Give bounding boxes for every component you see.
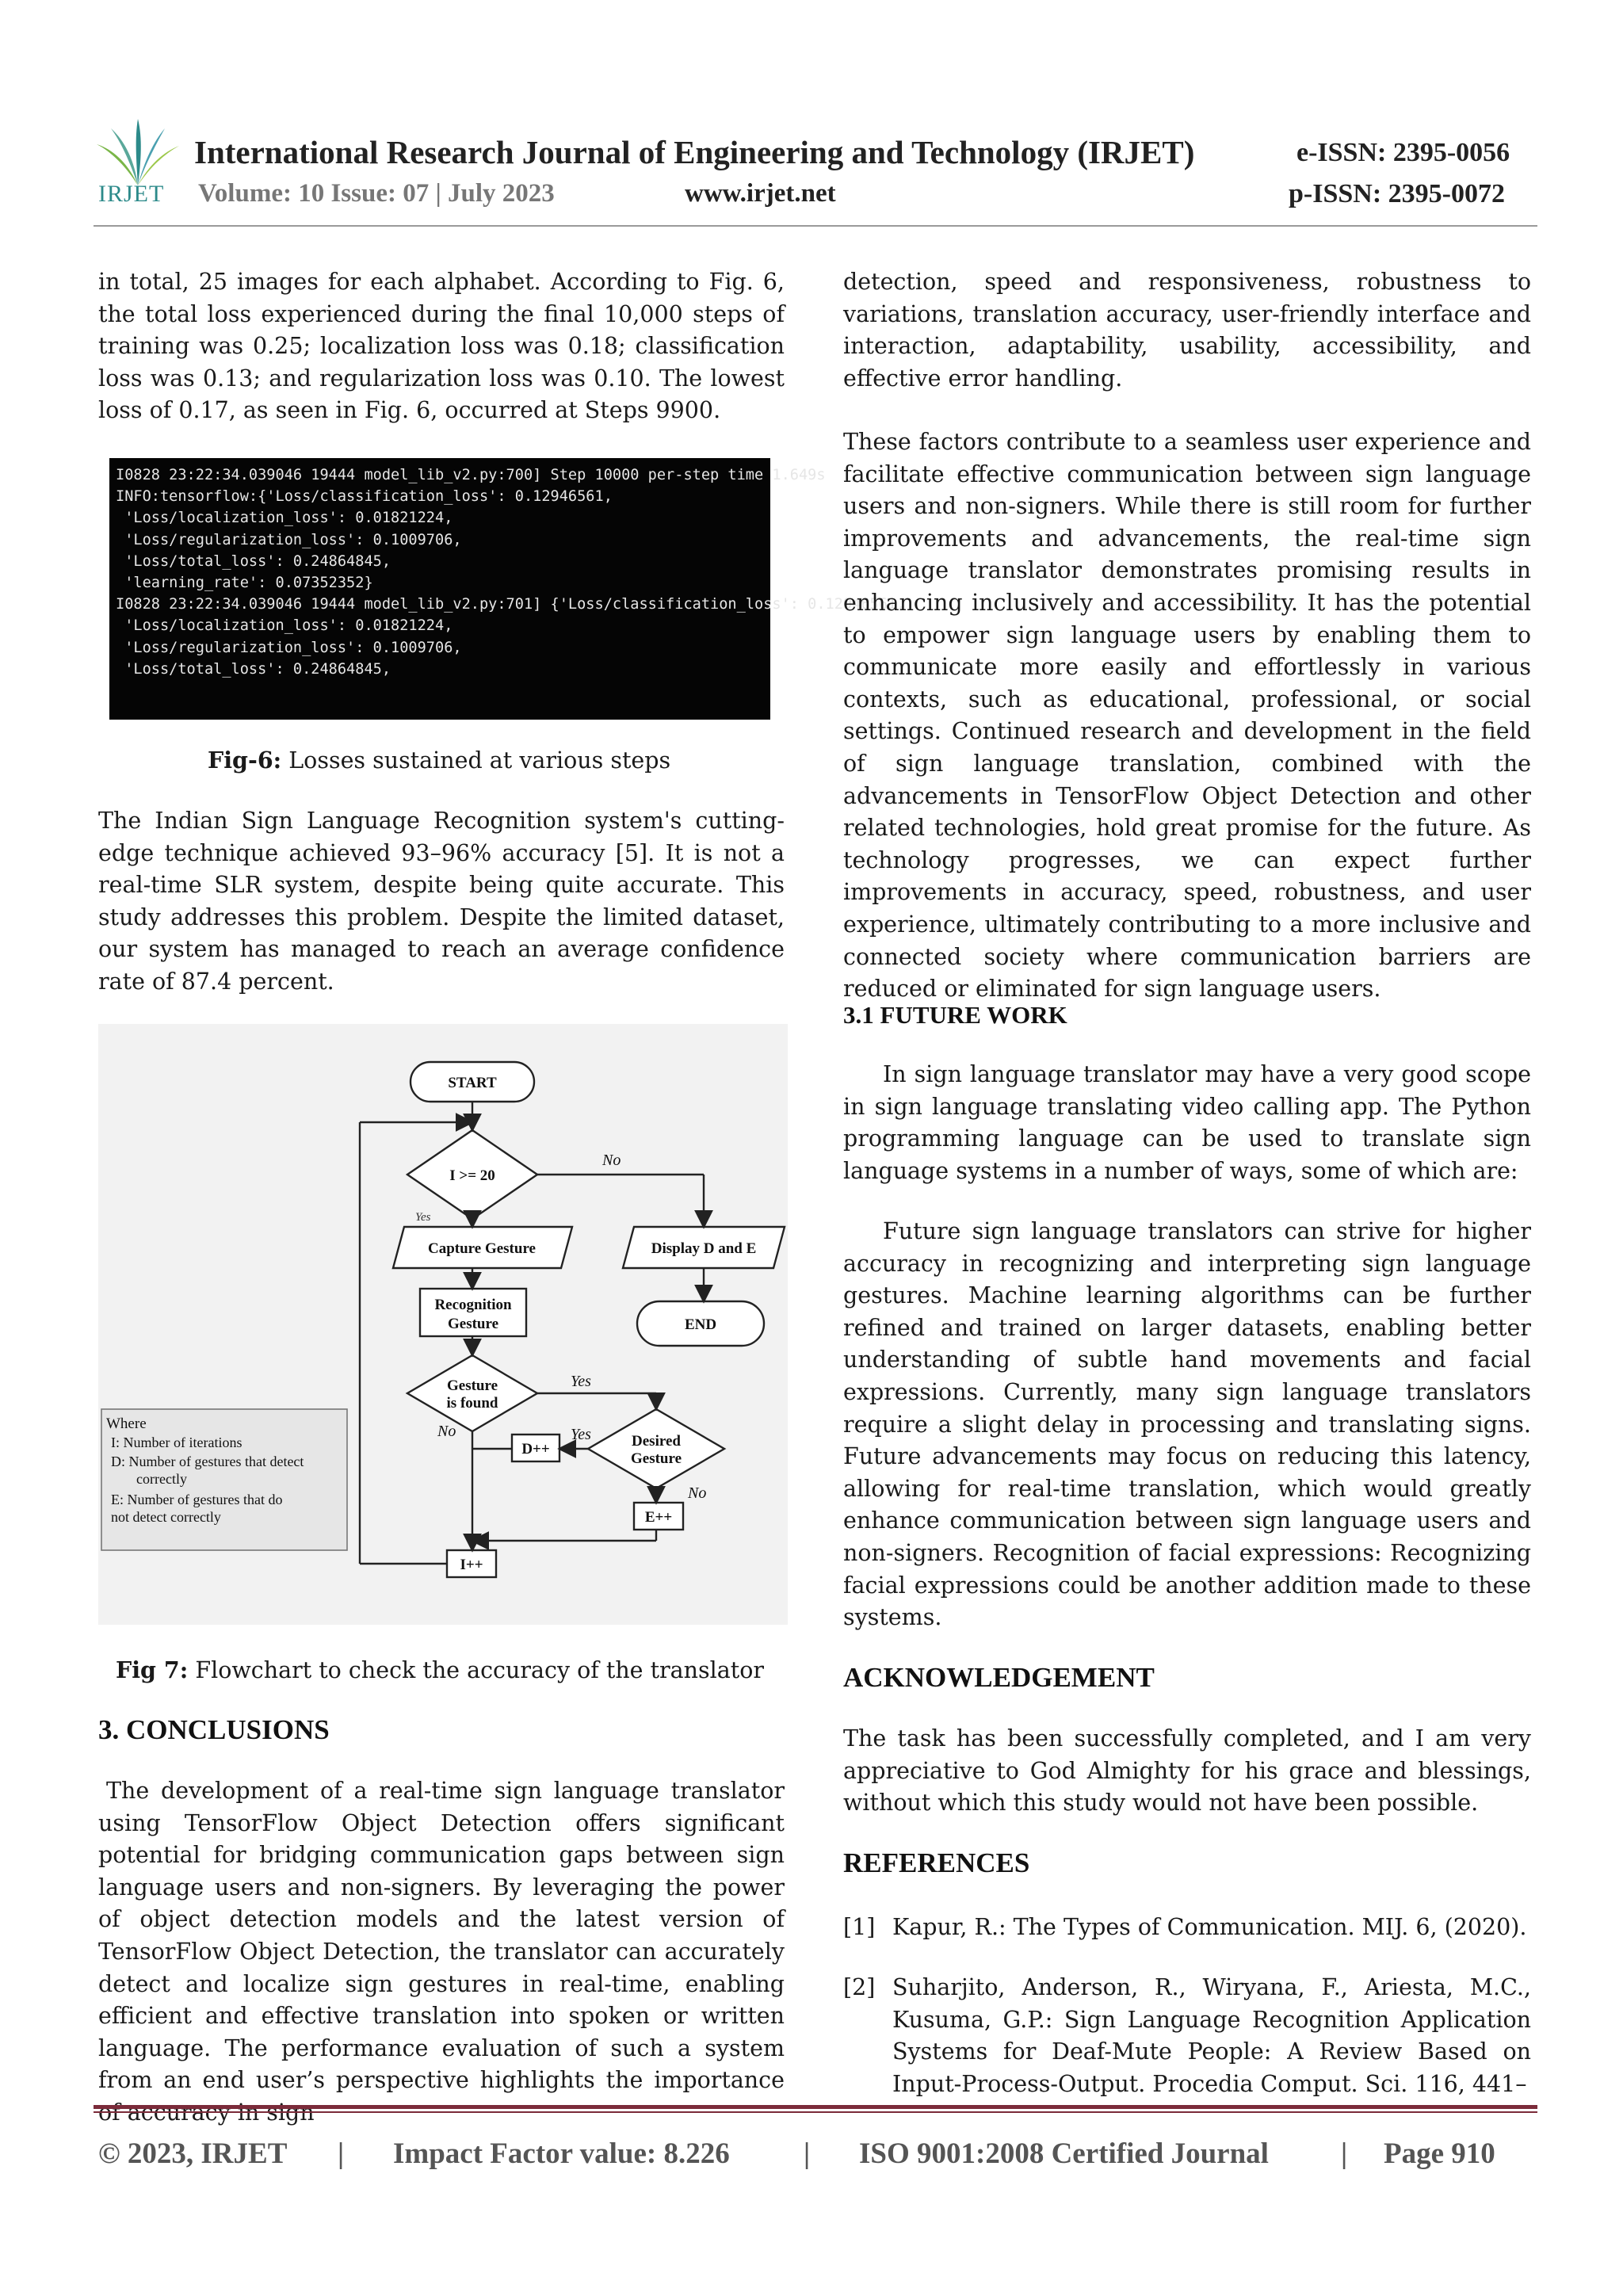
terminal-line: 'Loss/regularization_loss': 0.1009706, [116, 531, 462, 548]
flowchart-label-yes: Yes [571, 1426, 591, 1443]
paragraph-loss-results: in total, 25 images for each alphabet. According to Fig. 6, the total loss experienced during the final 10,000 steps of training was 0.25; localization loss was 0.18; classification loss was 0.13; and regularization loss was 0.10. The lowest loss of 0.17, as seen in Fig. 6, occurred at Steps 9900. [98, 269, 785, 424]
paragraph-acknowledgement: The task has been successfully completed, and I am very appreciative to God Almighty for his grace and blessings, without which this study would not have been possible. [843, 1725, 1531, 1817]
figure-6-caption-text: Losses sustained at various steps [288, 747, 671, 774]
paragraph-seamless-experience: These factors contribute to a seamless user experience and facilitate effective communication between sign language users and non-signers. While there is still room for further improvements and advancements, the real-time sign language translator demonstrates promising results in enhancing inclusively and accessibility. It has the potential to empower sign language users by enabling them to communicate more easily and effortlessly in various contexts, such as educational, professional, or social settings. Continued research and development in the field of sign language translation, combined with the advancements in TensorFlow Object Detection and other related technologies, hold great promise for the future. As technology progresses, we can expect further improvements in accuracy, speed, robustness, and user experience, ultimately contributing to a more inclusive and connected society where communication barriers are reduced or eliminated for sign language users. [843, 429, 1531, 1003]
terminal-line: 'Loss/regularization_loss': 0.1009706, [116, 639, 462, 656]
right-column-3 [843, 1059, 1531, 1187]
flowchart-display: Display D and E [651, 1240, 757, 1257]
flowchart-end: END [684, 1316, 717, 1333]
flowchart-i-increment: I++ [460, 1557, 483, 1573]
flowchart-gesture-found-line2: is found [446, 1395, 498, 1412]
terminal-line: 'Loss/localization_loss': 0.01821224, [116, 617, 453, 635]
footer-iso: ISO 9001:2008 Certified Journal [859, 2137, 1269, 2170]
volume-issue: Volume: 10 Issue: 07 | July 2023 [198, 179, 555, 208]
footer-page-number: Page 910 [1384, 2137, 1495, 2170]
paragraph-evaluation-factors: detection, speed and responsiveness, robustness to variations, translation accuracy, user-friendly interface and interaction, adaptability, usability, accessibility, and effective error handling. [843, 269, 1531, 392]
left-column [98, 266, 785, 427]
logo-wordmark: IRJET [98, 181, 165, 207]
flowchart-legend-line: D: Number of gestures that detect [111, 1454, 304, 1469]
terminal-line: INFO:tensorflow:{'Loss/classification_loss': 0.12946561, [116, 488, 613, 506]
journal-website: www.irjet.net [685, 179, 836, 208]
flowchart-recognition-line1: Recognition [434, 1297, 512, 1313]
heading-references: REFERENCES [843, 1847, 1030, 1878]
p-issn: p-ISSN: 2395-0072 [1289, 179, 1505, 208]
flowchart-label-no: No [688, 1484, 707, 1502]
figure-7-label: Fig 7: [116, 1656, 189, 1683]
footer-separator: | [338, 2137, 345, 2170]
left-column-3 [98, 1775, 785, 2130]
right-column-5 [843, 1723, 1531, 1820]
paragraph-conclusions: The development of a real-time sign language translator using TensorFlow Object Detection offers significant potential for bridging communication gaps between sign language users and non-signers. By leveraging the power of object detection models and the latest version of TensorFlow Object Detection, the translator can accurately detect and localize sign gestures in real-time, enabling efficient and effective translation into spoken or written language. The performance evaluation of such a system from an end user’s perspective highlights the importance of accuracy in sign [98, 1778, 785, 2126]
heading-conclusions: 3. CONCLUSIONS [98, 1714, 330, 1745]
footer-divider [94, 2105, 1537, 2109]
footer-separator: | [804, 2137, 811, 2170]
flowchart-d-increment: D++ [521, 1441, 550, 1457]
terminal-line: 'Loss/total_loss': 0.24864845, [116, 552, 391, 570]
terminal-line: 'learning_rate': 0.07352352} [116, 575, 373, 592]
flowchart-label-no: No [602, 1152, 621, 1169]
figure-6-label: Fig-6: [208, 747, 282, 774]
footer-impact-factor: Impact Factor value: 8.226 [393, 2137, 730, 2170]
flowchart-label-no: No [437, 1423, 456, 1440]
flowchart-decision-iterations: I >= 20 [449, 1167, 495, 1184]
flowchart-recognition-line2: Gesture [447, 1316, 499, 1332]
reference-number: [2] [843, 1974, 876, 2000]
flowchart-start: START [448, 1075, 497, 1091]
footer-divider-thin [94, 2111, 1537, 2113]
figure-7-caption [116, 1656, 764, 1683]
paragraph-isl-accuracy: The Indian Sign Language Recognition system's cutting-edge technique achieved 93–96% accuracy [5]. It is not a real-time SLR system, despite being quite accurate. This study addresses this problem. Despite the limited dataset, our system has managed to reach an average confidence rate of 87.4 percent. [98, 808, 785, 995]
reference-text: Kapur, R.: The Types of Communication. MIJ. 6, (2020). [892, 1914, 1527, 1940]
flowchart-gesture-found-line1: Gesture [446, 1377, 498, 1394]
flowchart-e-increment: E++ [644, 1509, 673, 1526]
reference-number: [1] [843, 1914, 876, 1940]
flowchart-legend-line: not detect correctly [111, 1509, 221, 1525]
flowchart-legend-line: Where [106, 1415, 147, 1432]
paragraph-future-translators: Future sign language translators can strive for higher accuracy in recognizing and interpreting sign language gestures. Machine learning algorithms can be further refined and trained on larger datasets, enabling better understanding of subtle hand movements and facial expressions. Currently, many sign language translators require a slight delay in processing and translating signs. Future advancements may focus on reducing this latency, allowing for real-time translation, which would greatly enhance communication between sign language users and non-signers. Recognition of facial expressions: Recognizing facial expressions could be another addition made to these systems. [843, 1218, 1531, 1631]
figure-6-caption [208, 747, 670, 774]
flowchart-capture-gesture: Capture Gesture [428, 1240, 536, 1257]
terminal-line: I0828 23:22:34.039046 19444 model_lib_v2.py:700] Step 10000 per-step time 1.649s [116, 467, 826, 483]
terminal-line: 'Loss/localization_loss': 0.01821224, [116, 510, 453, 527]
flowchart-label-yes: Yes [571, 1373, 591, 1390]
heading-future-work: 3.1 FUTURE WORK [843, 1001, 1067, 1029]
footer-copyright: © 2023, IRJET [98, 2137, 288, 2170]
figure-7-caption-text: Flowchart to check the accuracy of the translator [195, 1657, 764, 1683]
terminal-line: I0828 23:22:34.039046 19444 model_lib_v2.py:701] {'Loss/classification_loss': 0.12946561, [116, 596, 906, 613]
flowchart-legend-line: correctly [136, 1471, 187, 1487]
terminal-line: 'Loss/total_loss': 0.24864845, [116, 660, 391, 678]
heading-acknowledgement: ACKNOWLEDGEMENT [843, 1662, 1155, 1693]
right-column-2 [843, 426, 1531, 1006]
footer-separator: | [1341, 2137, 1348, 2170]
flowchart-legend-line: E: Number of gestures that do [111, 1492, 283, 1507]
figure-6-terminal-output [109, 458, 906, 720]
flowchart-desired-line1: Desired [632, 1433, 681, 1450]
right-column [843, 266, 1531, 395]
paragraph-future-scope: In sign language translator may have a very good scope in sign language translating video calling app. The Python programming language can be used to translate sign language systems in a number of ways, some of which are: [843, 1061, 1531, 1184]
right-column-4 [843, 1216, 1531, 1634]
journal-title: International Research Journal of Engineering and Technology (IRJET) [194, 134, 1195, 170]
flowchart-legend-line: I: Number of iterations [111, 1435, 242, 1450]
flowchart-desired-line2: Gesture [630, 1450, 682, 1467]
reference-1 [843, 1912, 1531, 1945]
left-column-2 [98, 805, 785, 999]
reference-2 [843, 1972, 1531, 2107]
e-issn: e-ISSN: 2395-0056 [1296, 138, 1510, 167]
flowchart-label-yes: Yes [415, 1211, 431, 1224]
reference-text: Suharjito, Anderson, R., Wiryana, F., Ariesta, M.C., Kusuma, G.P.: Sign Language Recognition Application Systems for Deaf-Mute People: A Review Based on Input-Process-Output. Procedia Comput. Sci. 116, 441– [892, 1974, 1531, 2097]
header-divider [94, 225, 1537, 227]
figure-7-flowchart [98, 1024, 788, 1625]
